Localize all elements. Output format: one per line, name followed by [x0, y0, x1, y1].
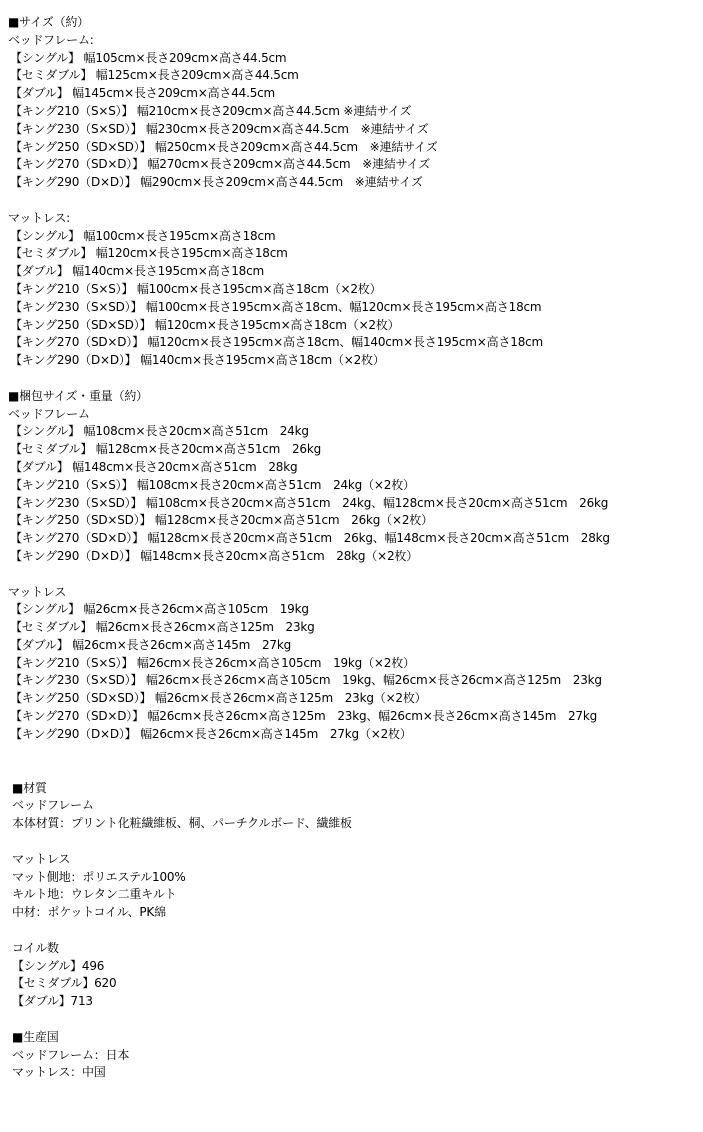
packing-mattress-line: 【キング230（S×SD）】 幅26cm×長さ26cm×高さ105cm 19kg、幅26cm×長さ26cm×高さ125m 23kg	[10, 673, 602, 688]
spec-document	[8, 14, 698, 1082]
size-mattress-line: 【キング290（D×D）】 幅140cm×長さ195cm×高さ18cm（×2枚）	[10, 353, 385, 368]
origin-line: マットレス：中国	[12, 1065, 106, 1080]
packing-frame-line: 【キング270（SD×D）】 幅128cm×長さ20cm×高さ51cm 26kg、幅148cm×長さ20cm×高さ51cm 28kg	[10, 531, 610, 546]
material-mattress-line: キルト地：ウレタン二重キルト	[12, 887, 177, 902]
origin-heading: ■生産国	[12, 1029, 59, 1044]
size-mattress-line: 【キング250（SD×SD）】 幅120cm×長さ195cm×高さ18cm（×2枚）	[10, 317, 400, 332]
packing-mattress-label: マットレス	[8, 584, 67, 599]
size-frame-line: 【キング290（D×D）】 幅290cm×長さ209cm×高さ44.5cm ※連結サイズ	[10, 175, 423, 190]
material-mattress-label: マットレス	[12, 851, 71, 866]
packing-mattress-line: 【キング250（SD×SD）】 幅26cm×長さ26cm×高さ125m 23kg（×2枚）	[10, 691, 427, 706]
size-mattress-line: 【キング270（SD×D）】 幅120cm×長さ195cm×高さ18cm、幅140cm×長さ195cm×高さ18cm	[10, 335, 544, 350]
packing-frame-line: 【ダブル】 幅148cm×長さ20cm×高さ51cm 28kg	[10, 459, 298, 474]
packing-frame-line: 【セミダブル】 幅128cm×長さ20cm×高さ51cm 26kg	[10, 442, 321, 457]
size-mattress-line: 【セミダブル】 幅120cm×長さ195cm×高さ18cm	[10, 246, 288, 261]
size-mattress-line: 【ダブル】 幅140cm×長さ195cm×高さ18cm	[10, 264, 264, 279]
size-mattress-line: 【キング210（S×S）】 幅100cm×長さ195cm×高さ18cm（×2枚）	[10, 281, 382, 296]
size-mattress-label: マットレス:	[8, 210, 71, 225]
size-section	[8, 14, 698, 370]
size-frame-label: ベッドフレーム:	[8, 32, 94, 47]
size-frame-line: 【キング270（SD×D）】 幅270cm×長さ209cm×高さ44.5cm ※連結サイズ	[10, 157, 431, 172]
size-mattress-line: 【シングル】 幅100cm×長さ195cm×高さ18cm	[10, 228, 276, 243]
packing-mattress-line: 【シングル】 幅26cm×長さ26cm×高さ105cm 19kg	[10, 602, 309, 617]
packing-heading: ■梱包サイズ・重量（約）	[8, 388, 148, 403]
material-frame-body: 本体材質：プリント化粧繊維板、桐、パーチクルボード、繊維板	[12, 816, 352, 831]
material-heading: ■材質	[12, 780, 47, 795]
packing-mattress-line: 【ダブル】 幅26cm×長さ26cm×高さ145m 27kg	[10, 637, 291, 652]
size-frame-line: 【セミダブル】 幅125cm×長さ209cm×高さ44.5cm	[10, 68, 299, 83]
size-mattress-line: 【キング230（S×SD）】 幅100cm×長さ195cm×高さ18cm、幅120cm×長さ195cm×高さ18cm	[10, 299, 542, 314]
size-heading: ■サイズ（約）	[8, 15, 89, 29]
packing-mattress-line: 【セミダブル】 幅26cm×長さ26cm×高さ125m 23kg	[10, 620, 315, 635]
packing-frame-line: 【キング290（D×D）】 幅148cm×長さ20cm×高さ51cm 28kg（×2枚）	[10, 548, 419, 563]
packing-frame-line: 【キング210（S×S）】 幅108cm×長さ20cm×高さ51cm 24kg（×2枚）	[10, 477, 415, 492]
packing-frame-line: 【キング230（S×SD）】 幅108cm×長さ20cm×高さ51cm 24kg、幅128cm×長さ20cm×高さ51cm 26kg	[10, 495, 609, 510]
packing-section	[8, 388, 698, 744]
size-frame-line: 【キング250（SD×SD）】 幅250cm×長さ209cm×高さ44.5cm ※連結サイズ	[10, 139, 438, 154]
coil-count-label: コイル数	[12, 940, 59, 955]
material-section	[8, 780, 698, 1011]
packing-mattress-line: 【キング270（SD×D）】 幅26cm×長さ26cm×高さ125m 23kg、幅26cm×長さ26cm×高さ145m 27kg	[10, 709, 598, 724]
material-frame-label: ベッドフレーム	[12, 798, 94, 813]
packing-frame-label: ベッドフレーム	[8, 406, 90, 421]
size-frame-line: 【キング230（S×SD）】 幅230cm×長さ209cm×高さ44.5cm ※連結サイズ	[10, 121, 429, 136]
packing-frame-line: 【キング250（SD×SD）】 幅128cm×長さ20cm×高さ51cm 26kg（×2枚）	[10, 513, 433, 528]
origin-line: ベッドフレーム：日本	[12, 1047, 130, 1062]
packing-frame-line: 【シングル】 幅108cm×長さ20cm×高さ51cm 24kg	[10, 424, 309, 439]
size-frame-line: 【キング210（S×S）】 幅210cm×長さ209cm×高さ44.5cm ※連結サイズ	[10, 103, 412, 118]
coil-count-line: 【セミダブル】620	[12, 976, 117, 991]
material-mattress-line: マット側地：ポリエステル100%	[12, 869, 186, 884]
coil-count-line: 【シングル】496	[12, 958, 105, 973]
packing-mattress-line: 【キング290（D×D）】 幅26cm×長さ26cm×高さ145m 27kg（×2枚）	[10, 726, 412, 741]
coil-count-line: 【ダブル】713	[12, 994, 93, 1009]
size-frame-line: 【シングル】 幅105cm×長さ209cm×高さ44.5cm	[10, 50, 287, 65]
material-mattress-line: 中材：ポケットコイル、PK綿	[12, 905, 166, 920]
origin-section	[8, 1029, 698, 1082]
packing-mattress-line: 【キング210（S×S）】 幅26cm×長さ26cm×高さ105cm 19kg（×2枚）	[10, 655, 415, 670]
size-frame-line: 【ダブル】 幅145cm×長さ209cm×高さ44.5cm	[10, 86, 276, 101]
